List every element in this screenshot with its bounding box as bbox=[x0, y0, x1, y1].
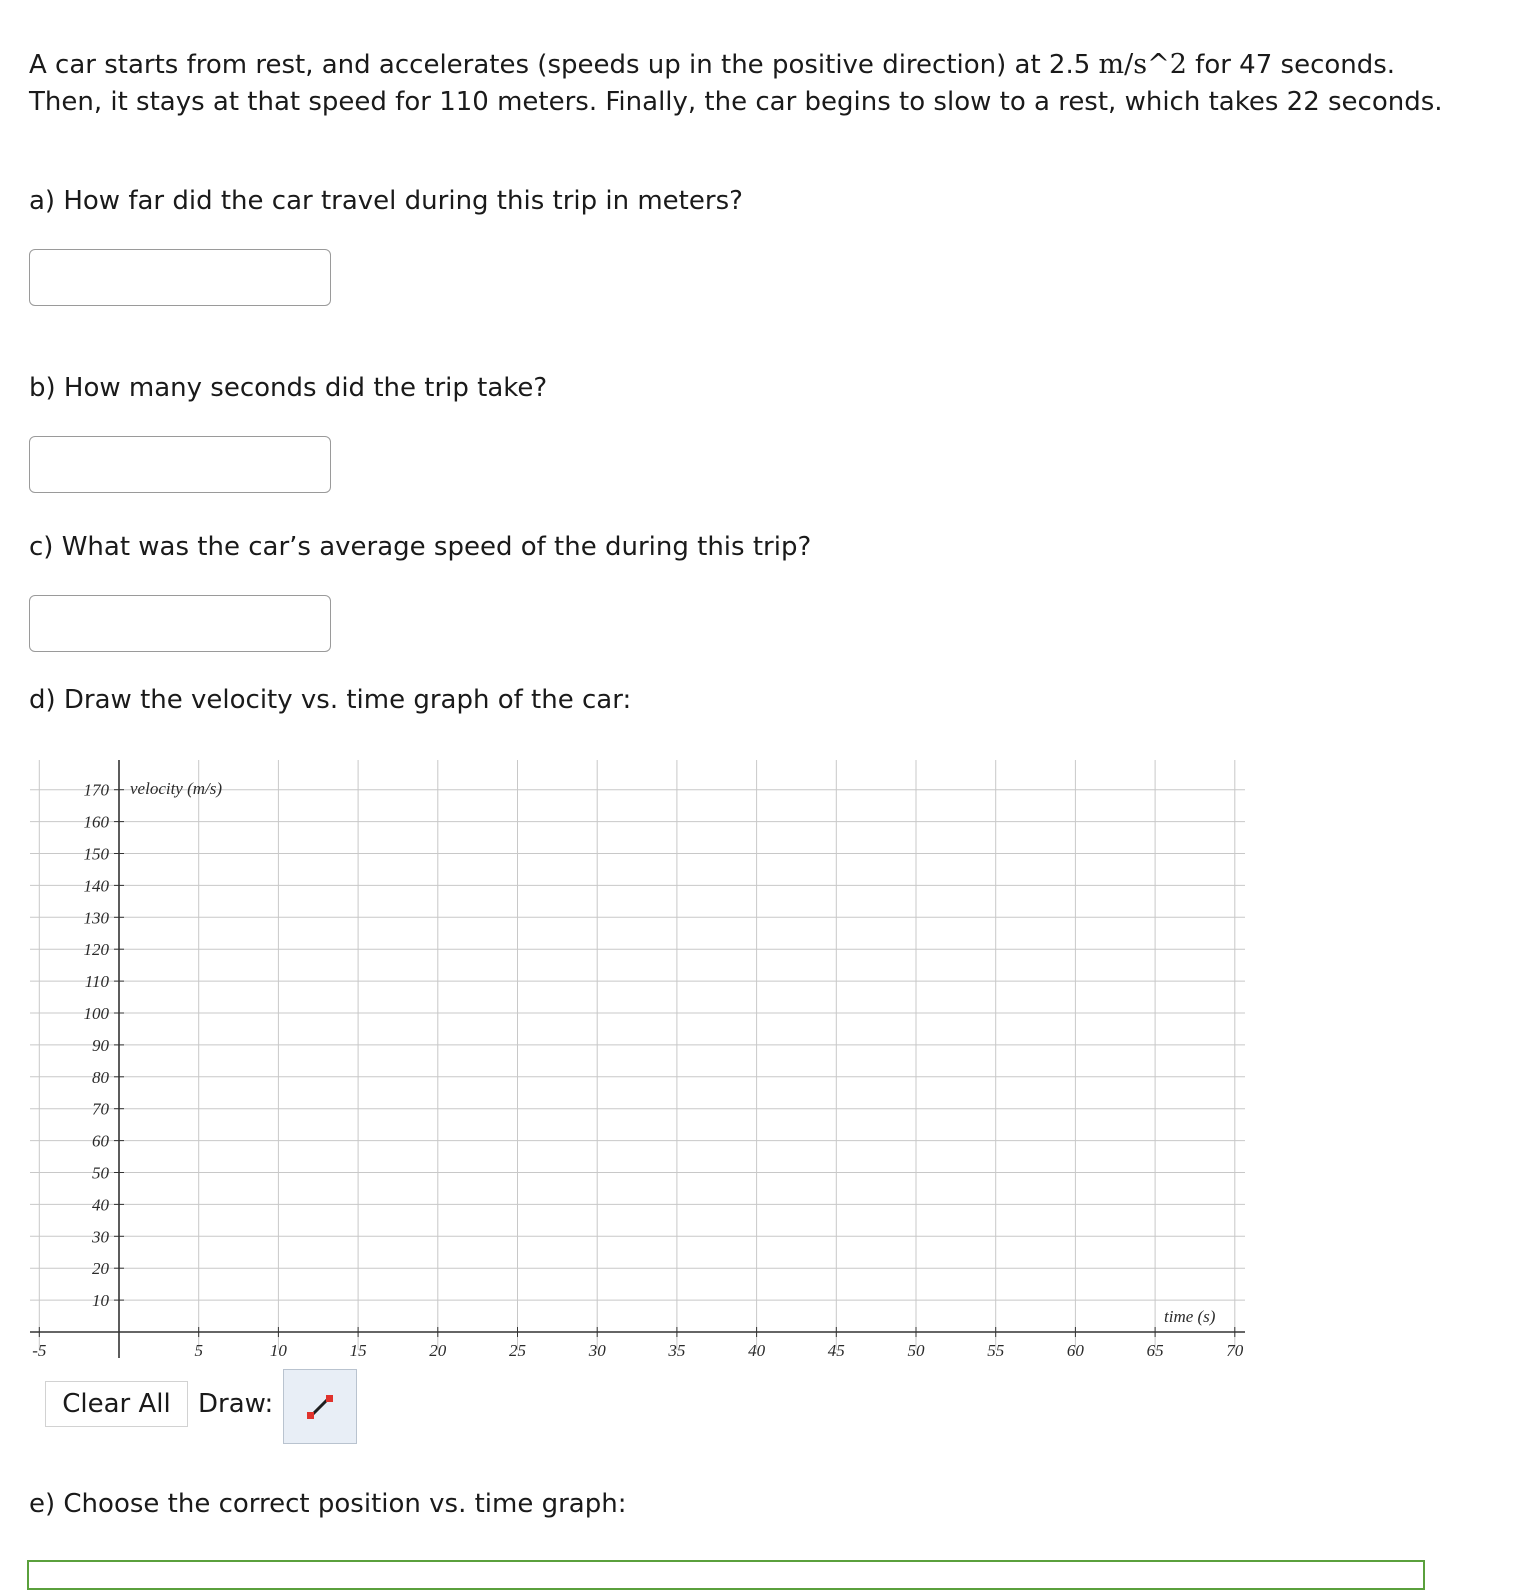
y-tick-label: 40 bbox=[92, 1195, 109, 1215]
y-axis-title: velocity (m/s) bbox=[130, 779, 223, 798]
draw-line-tool-button[interactable] bbox=[283, 1369, 357, 1444]
answer-c-input[interactable] bbox=[29, 595, 331, 652]
problem-text-part2: for 47 seconds. Then, it stays at that speed for 110 meters. Finally, the car begins to slow to a rest, which takes 22 seconds. bbox=[29, 50, 1443, 117]
velocity-time-graph[interactable] bbox=[0, 750, 1260, 1370]
y-tick-label: 30 bbox=[92, 1227, 109, 1247]
graph-grid bbox=[30, 760, 1245, 1350]
question-a: a) How far did the car travel during this trip in meters? bbox=[29, 186, 743, 216]
x-tick-label: 50 bbox=[907, 1341, 925, 1360]
draw-label: Draw: bbox=[198, 1389, 274, 1419]
acceleration-unit: m/s^2 bbox=[1098, 49, 1187, 80]
x-tick-label: 5 bbox=[194, 1341, 203, 1360]
problem-statement bbox=[29, 46, 1469, 121]
x-tick-label: 65 bbox=[1146, 1341, 1164, 1360]
y-tick-label: 50 bbox=[92, 1163, 109, 1183]
problem-text-part1: A car starts from rest, and accelerates (speeds up in the positive direction) at 2.5 bbox=[29, 50, 1099, 80]
y-tick-label: 20 bbox=[92, 1259, 109, 1279]
x-tick-label: 60 bbox=[1066, 1341, 1084, 1360]
x-tick-label: 20 bbox=[429, 1341, 447, 1360]
x-tick-label: 30 bbox=[588, 1341, 606, 1360]
x-tick-label: 45 bbox=[827, 1341, 845, 1360]
x-tick-label: 25 bbox=[509, 1341, 526, 1360]
clear-all-button[interactable]: Clear All bbox=[45, 1381, 188, 1427]
y-tick-label: 130 bbox=[83, 908, 109, 928]
y-tick-label: 110 bbox=[84, 972, 109, 992]
question-d: d) Draw the velocity vs. time graph of the car: bbox=[29, 685, 632, 715]
line-segment-icon bbox=[304, 1391, 336, 1423]
y-tick-label: 60 bbox=[92, 1131, 109, 1151]
y-tick-label: 10 bbox=[92, 1291, 109, 1311]
question-c: c) What was the car’s average speed of the during this trip? bbox=[29, 532, 812, 562]
x-tick-label: 70 bbox=[1226, 1341, 1244, 1360]
y-tick-label: 80 bbox=[92, 1067, 109, 1087]
x-tick-label: 35 bbox=[668, 1341, 686, 1360]
line-segment-icon-end bbox=[326, 1395, 333, 1402]
x-tick-label: 15 bbox=[349, 1341, 367, 1360]
y-tick-label: 70 bbox=[92, 1099, 109, 1119]
graph-tick-labels bbox=[32, 781, 1244, 1360]
x-tick-label: 40 bbox=[748, 1341, 766, 1360]
y-tick-label: 160 bbox=[83, 812, 109, 832]
answer-choices-frame bbox=[27, 1560, 1425, 1590]
x-tick-label: -5 bbox=[32, 1341, 47, 1360]
y-tick-label: 150 bbox=[83, 844, 109, 864]
x-tick-label: 10 bbox=[269, 1341, 287, 1360]
x-tick-label: 55 bbox=[987, 1341, 1005, 1360]
question-b: b) How many seconds did the trip take? bbox=[29, 373, 548, 403]
line-segment-icon-start bbox=[307, 1412, 314, 1419]
y-tick-label: 170 bbox=[83, 780, 109, 800]
x-axis-title: time (s) bbox=[1164, 1307, 1216, 1326]
y-tick-label: 100 bbox=[83, 1004, 109, 1023]
y-tick-label: 140 bbox=[83, 876, 109, 896]
answer-a-input[interactable] bbox=[29, 249, 331, 306]
answer-b-input[interactable] bbox=[29, 436, 331, 493]
y-tick-label: 120 bbox=[83, 940, 109, 960]
question-e: e) Choose the correct position vs. time graph: bbox=[29, 1489, 627, 1519]
y-tick-label: 90 bbox=[92, 1035, 109, 1055]
